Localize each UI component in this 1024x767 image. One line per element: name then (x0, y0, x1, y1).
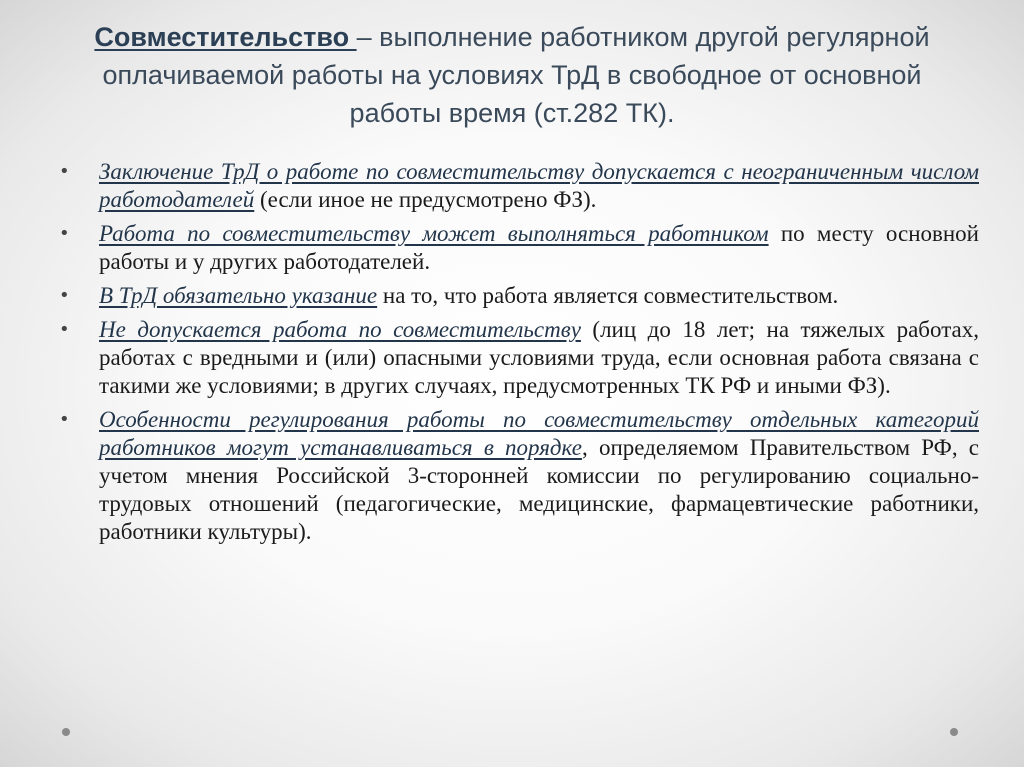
bullet-icon: • (59, 285, 70, 306)
bullet-emphasis: Работа по совместительству может выполняться работником (99, 221, 769, 246)
bullet-item-3 (59, 282, 979, 310)
slide-title (80, 18, 944, 132)
title-term: Совместительство (94, 22, 357, 52)
bullet-text: (лиц до 18 лет; на тяжелых работах, работах с вредными и (или) опасными условиями труда, если основная работа связана с такими же условиями; в других случаях, предусмотренных ТК РФ и иными ФЗ). (99, 317, 979, 398)
title-definition: – выполнение работником другой регулярной оплачиваемой работы на условиях ТрД в свободное от основной работы время (ст.282 ТК) (102, 22, 930, 128)
bullet-icon: • (59, 319, 70, 340)
bullet-icon: • (59, 409, 70, 430)
corner-dot-right-icon (950, 728, 958, 736)
bullet-icon: • (59, 223, 70, 244)
bullet-item-5 (59, 406, 979, 546)
bullet-text: (если иное не предусмотрено ФЗ). (254, 187, 597, 212)
bullet-list (59, 158, 979, 552)
bullet-emphasis: Заключение ТрД о работе по совместительству допускается с неограниченным числом работодателей (99, 159, 979, 212)
bullet-text: по месту основной работы и у других работодателей. (99, 221, 979, 274)
title-period: . (666, 98, 675, 128)
bullet-item-1 (59, 158, 979, 214)
bullet-item-4 (59, 316, 979, 400)
corner-dot-left-icon (62, 728, 70, 736)
bullet-icon: • (59, 161, 70, 182)
bullet-emphasis: Не допускается работа по совместительству (99, 317, 581, 342)
bullet-emphasis: В ТрД обязательно указание (99, 283, 378, 308)
bullet-text: на то, что работа является совместительством. (377, 283, 839, 308)
bullet-text: , определяемом Правительством РФ, с учетом мнения Российской 3-сторонней комиссии по регулированию социально-трудовых отношений (педагогические, медицинские, фармацевтические работники, работники культуры). (99, 435, 979, 544)
bullet-emphasis: Особенности регулирования работы по совместительству отдельных категорий работников могут устанавливаться в порядке (99, 407, 979, 460)
bullet-item-2 (59, 220, 979, 276)
